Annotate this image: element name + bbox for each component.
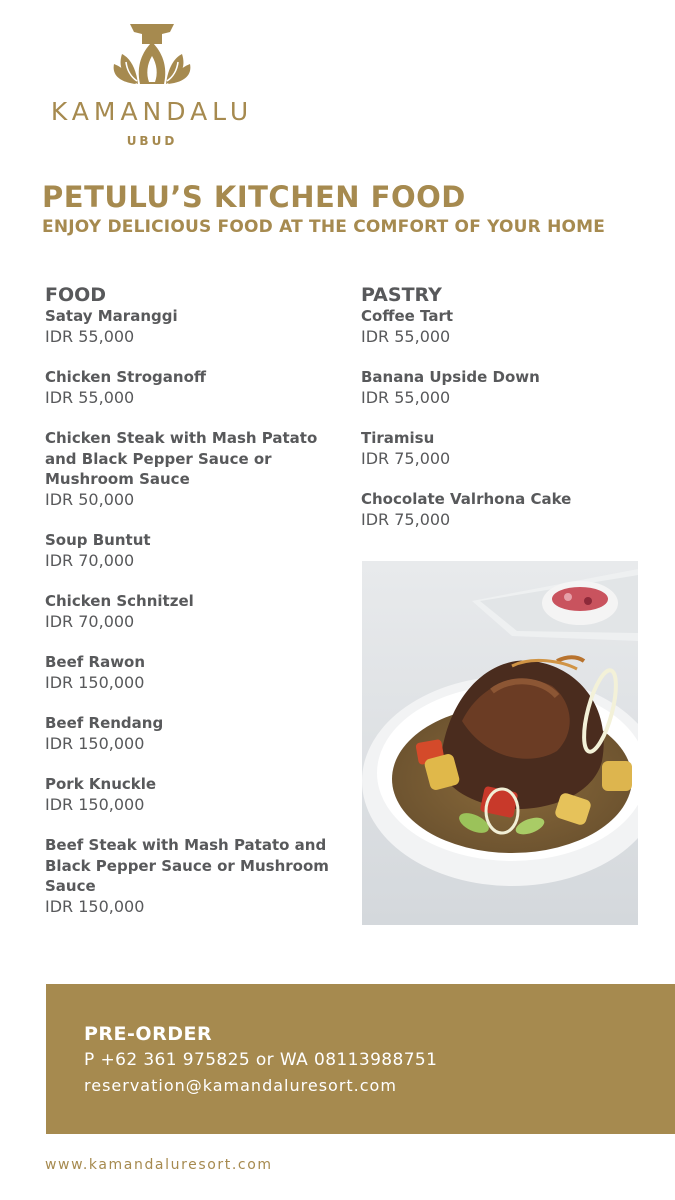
menu-item-price: IDR 55,000 — [45, 326, 135, 346]
menu-item-name: Soup Buntut — [45, 531, 151, 549]
preorder-title: PRE-ORDER — [84, 1023, 213, 1045]
brand-location: UBUD — [126, 134, 178, 148]
brand-name: KAMANDALU — [50, 97, 254, 126]
beef-dish-photo — [362, 561, 638, 925]
menu-item-name: Chicken Schnitzel — [45, 592, 194, 610]
menu-item-name: Banana Upside Down — [361, 368, 540, 386]
menu-item-name: Coffee Tart — [361, 307, 454, 325]
menu-item-name: Beef Rendang — [45, 714, 164, 732]
menu-item-price: IDR 55,000 — [45, 387, 135, 407]
pastry-heading: PASTRY — [361, 284, 442, 306]
menu-item — [45, 530, 335, 571]
menu-item — [361, 306, 641, 347]
menu-item — [45, 713, 335, 754]
menu-item-name: Tiramisu — [361, 429, 435, 447]
website-link[interactable]: www.kamandaluresort.com — [45, 1157, 273, 1173]
menu-item-price: IDR 70,000 — [45, 611, 135, 631]
menu-item-price: IDR 150,000 — [45, 794, 145, 814]
menu-item — [45, 428, 335, 510]
food-heading: FOOD — [45, 284, 107, 306]
menu-item-name: Beef Rawon — [45, 653, 146, 671]
menu-item-price: IDR 150,000 — [45, 672, 145, 692]
menu-item — [45, 652, 335, 693]
menu-item — [45, 774, 335, 815]
menu-item-name: Chocolate Valrhona Cake — [361, 490, 572, 508]
kamandalu-logo-icon — [112, 22, 192, 88]
menu-item — [45, 306, 335, 347]
page-subtitle: ENJOY DELICIOUS FOOD AT THE COMFORT OF YOUR HOME — [42, 217, 606, 237]
menu-item-name: Chicken Steak with Mash Patato and Black Pepper Sauce or Mushroom Sauce — [45, 429, 318, 488]
menu-item-name: Chicken Stroganoff — [45, 368, 207, 386]
pastry-menu-column — [361, 284, 641, 550]
page-title: PETULU’S KITCHEN FOOD — [42, 180, 466, 214]
preorder-box — [46, 984, 675, 1134]
menu-item — [45, 835, 335, 917]
menu-item-name: Beef Steak with Mash Patato and Black Pepper Sauce or Mushroom Sauce — [45, 836, 329, 895]
menu-item — [361, 489, 641, 530]
menu-item-price: IDR 55,000 — [361, 326, 451, 346]
menu-item-price: IDR 150,000 — [45, 896, 145, 916]
menu-item-price: IDR 70,000 — [45, 550, 135, 570]
menu-item — [361, 367, 641, 408]
phone-line[interactable]: P +62 361 975825 or WA 08113988751 — [84, 1050, 438, 1070]
menu-item-price: IDR 55,000 — [361, 387, 451, 407]
menu-item — [361, 428, 641, 469]
food-menu-column — [45, 284, 335, 937]
menu-item-price: IDR 75,000 — [361, 509, 451, 529]
menu-item-name: Satay Maranggi — [45, 307, 178, 325]
menu-item — [45, 367, 335, 408]
menu-item-price: IDR 50,000 — [45, 489, 135, 509]
menu-item — [45, 591, 335, 632]
menu-item-price: IDR 75,000 — [361, 448, 451, 468]
menu-item-price: IDR 150,000 — [45, 733, 145, 753]
menu-item-name: Pork Knuckle — [45, 775, 157, 793]
email-link[interactable]: reservation@kamandaluresort.com — [84, 1076, 397, 1095]
